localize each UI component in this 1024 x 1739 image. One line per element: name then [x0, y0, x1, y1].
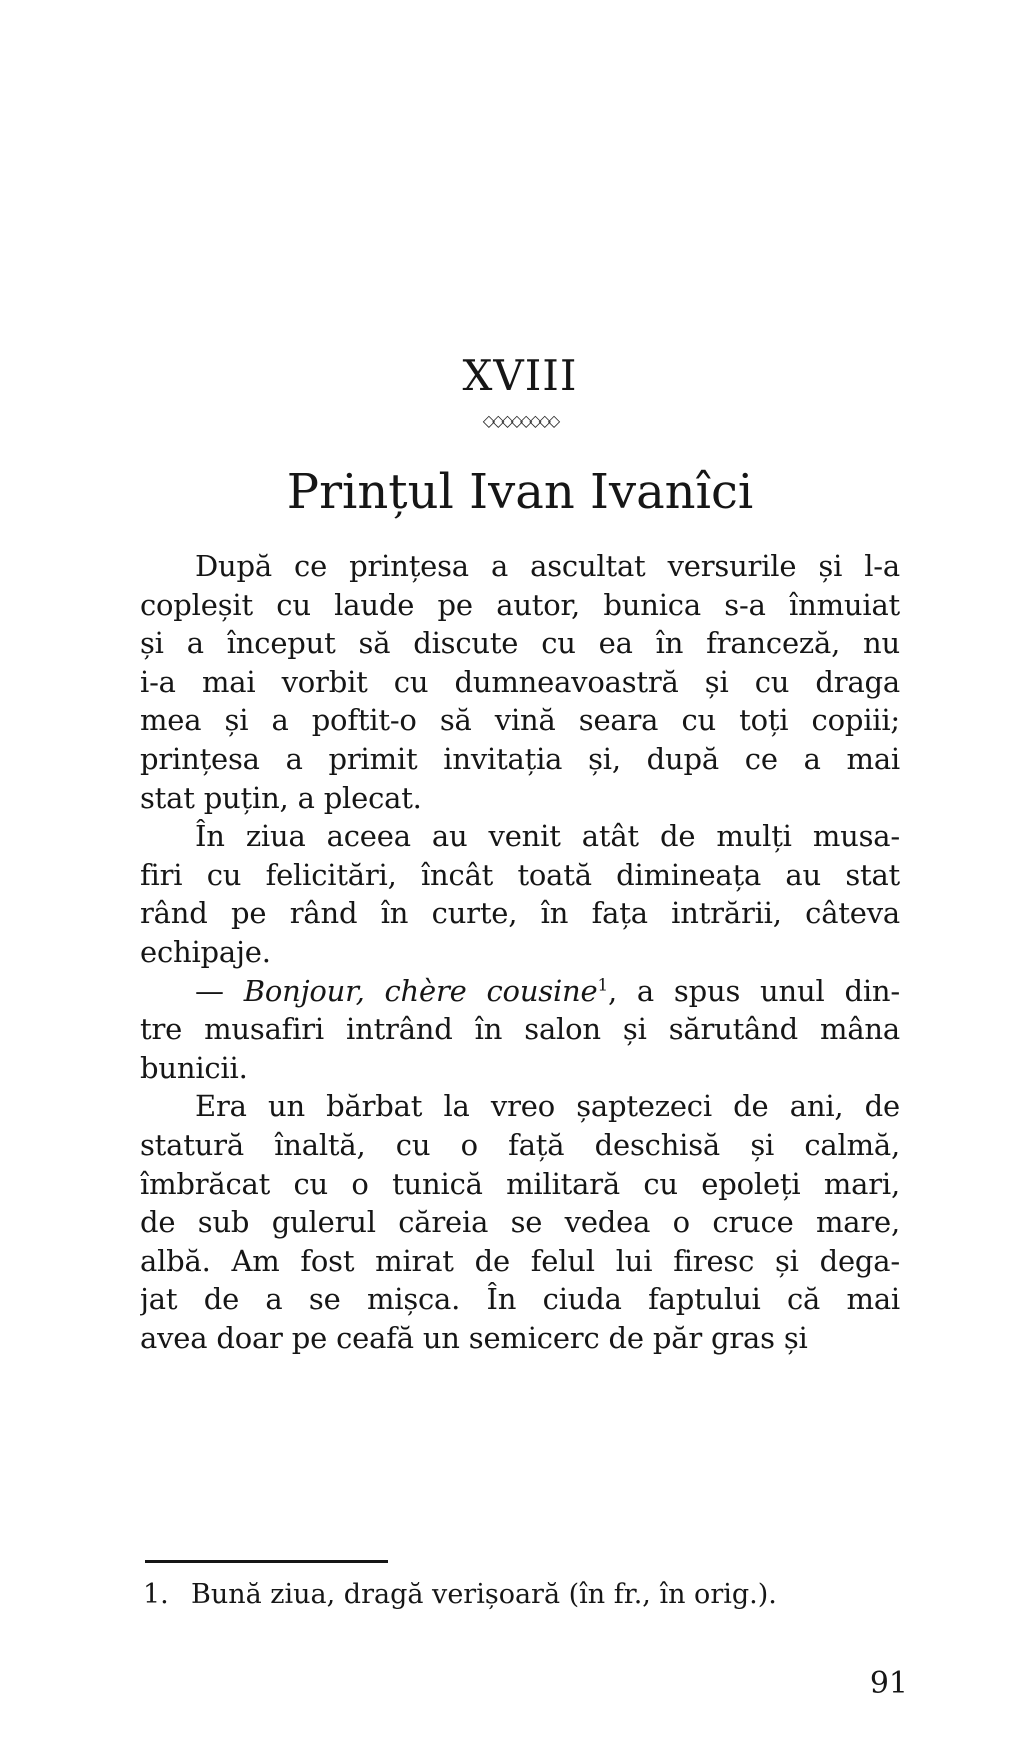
text-line: După ce prințesa a ascultat versurile și l-a — [195, 549, 900, 583]
text-segment: — — [195, 973, 244, 1008]
paragraph — [140, 1087, 900, 1357]
text-line: statură înaltă, cu o față deschisă și calmă, — [140, 1127, 900, 1162]
text-line: de sub gulerul căreia se vedea o cruce mare, — [140, 1205, 900, 1240]
text-line: copleșit cu laude pe autor, bunica s-a înmuiat — [140, 587, 900, 622]
footnote-reference: 1 — [597, 973, 608, 994]
paragraph — [140, 972, 900, 1088]
text-line: tre musafiri intrând în salon și sărutând mâna — [140, 1012, 900, 1047]
text-line — [140, 972, 900, 1011]
body-text — [140, 547, 900, 1357]
paragraph — [140, 547, 900, 817]
text-line: firi cu felicitări, încât toată dimineața au stat — [140, 857, 900, 892]
text-line: avea doar pe ceafă un semicerc de păr gras și — [140, 1320, 808, 1355]
text-line: rând pe rând în curte, în fața intrării, câteva — [140, 896, 900, 931]
footnote — [143, 1577, 903, 1613]
text-line: mea și a poftit-o să vină seara cu toți copiii; — [140, 703, 900, 738]
diamond-ornament-icon: ◇◇◇◇◇◇◇◇ — [482, 411, 558, 430]
text-line: prințesa a primit invitația și, după ce a mai — [140, 741, 900, 776]
text-line: și a început să discute cu ea în franceză, nu — [140, 626, 900, 661]
text-line: îmbrăcat cu o tunică militară cu epoleți mari, — [140, 1166, 900, 1201]
text-line: echipaje. — [140, 934, 271, 969]
text-line: În ziua aceea au venit atât de mulți musa- — [195, 819, 900, 854]
text-line: stat puțin, a plecat. — [140, 780, 422, 815]
text-segment: , a spus unul din- — [608, 973, 900, 1008]
paragraph — [140, 817, 900, 971]
text-line: albă. Am fost mirat de felul lui firesc și dega- — [140, 1243, 900, 1278]
chapter-title: Prințul Ivan Ivanîci — [286, 464, 754, 520]
chapter-number: XVIII — [462, 351, 578, 400]
text-line: jat de a se mișca. În ciuda faptului că mai — [140, 1282, 900, 1317]
footnote-text: Bună ziua, dragă verișoară (în fr., în orig.). — [191, 1579, 777, 1610]
text-line: i-a mai vorbit cu dumneavoastră și cu draga — [140, 664, 900, 699]
text-line: Era un bărbat la vreo șaptezeci de ani, de — [195, 1089, 900, 1124]
footnote-number: 1. — [143, 1579, 169, 1610]
text-segment: Bonjour, chère cousine — [243, 973, 598, 1008]
footnote-divider — [145, 1560, 388, 1563]
page-number: 91 — [869, 1666, 908, 1701]
text-line: bunicii. — [140, 1050, 248, 1085]
